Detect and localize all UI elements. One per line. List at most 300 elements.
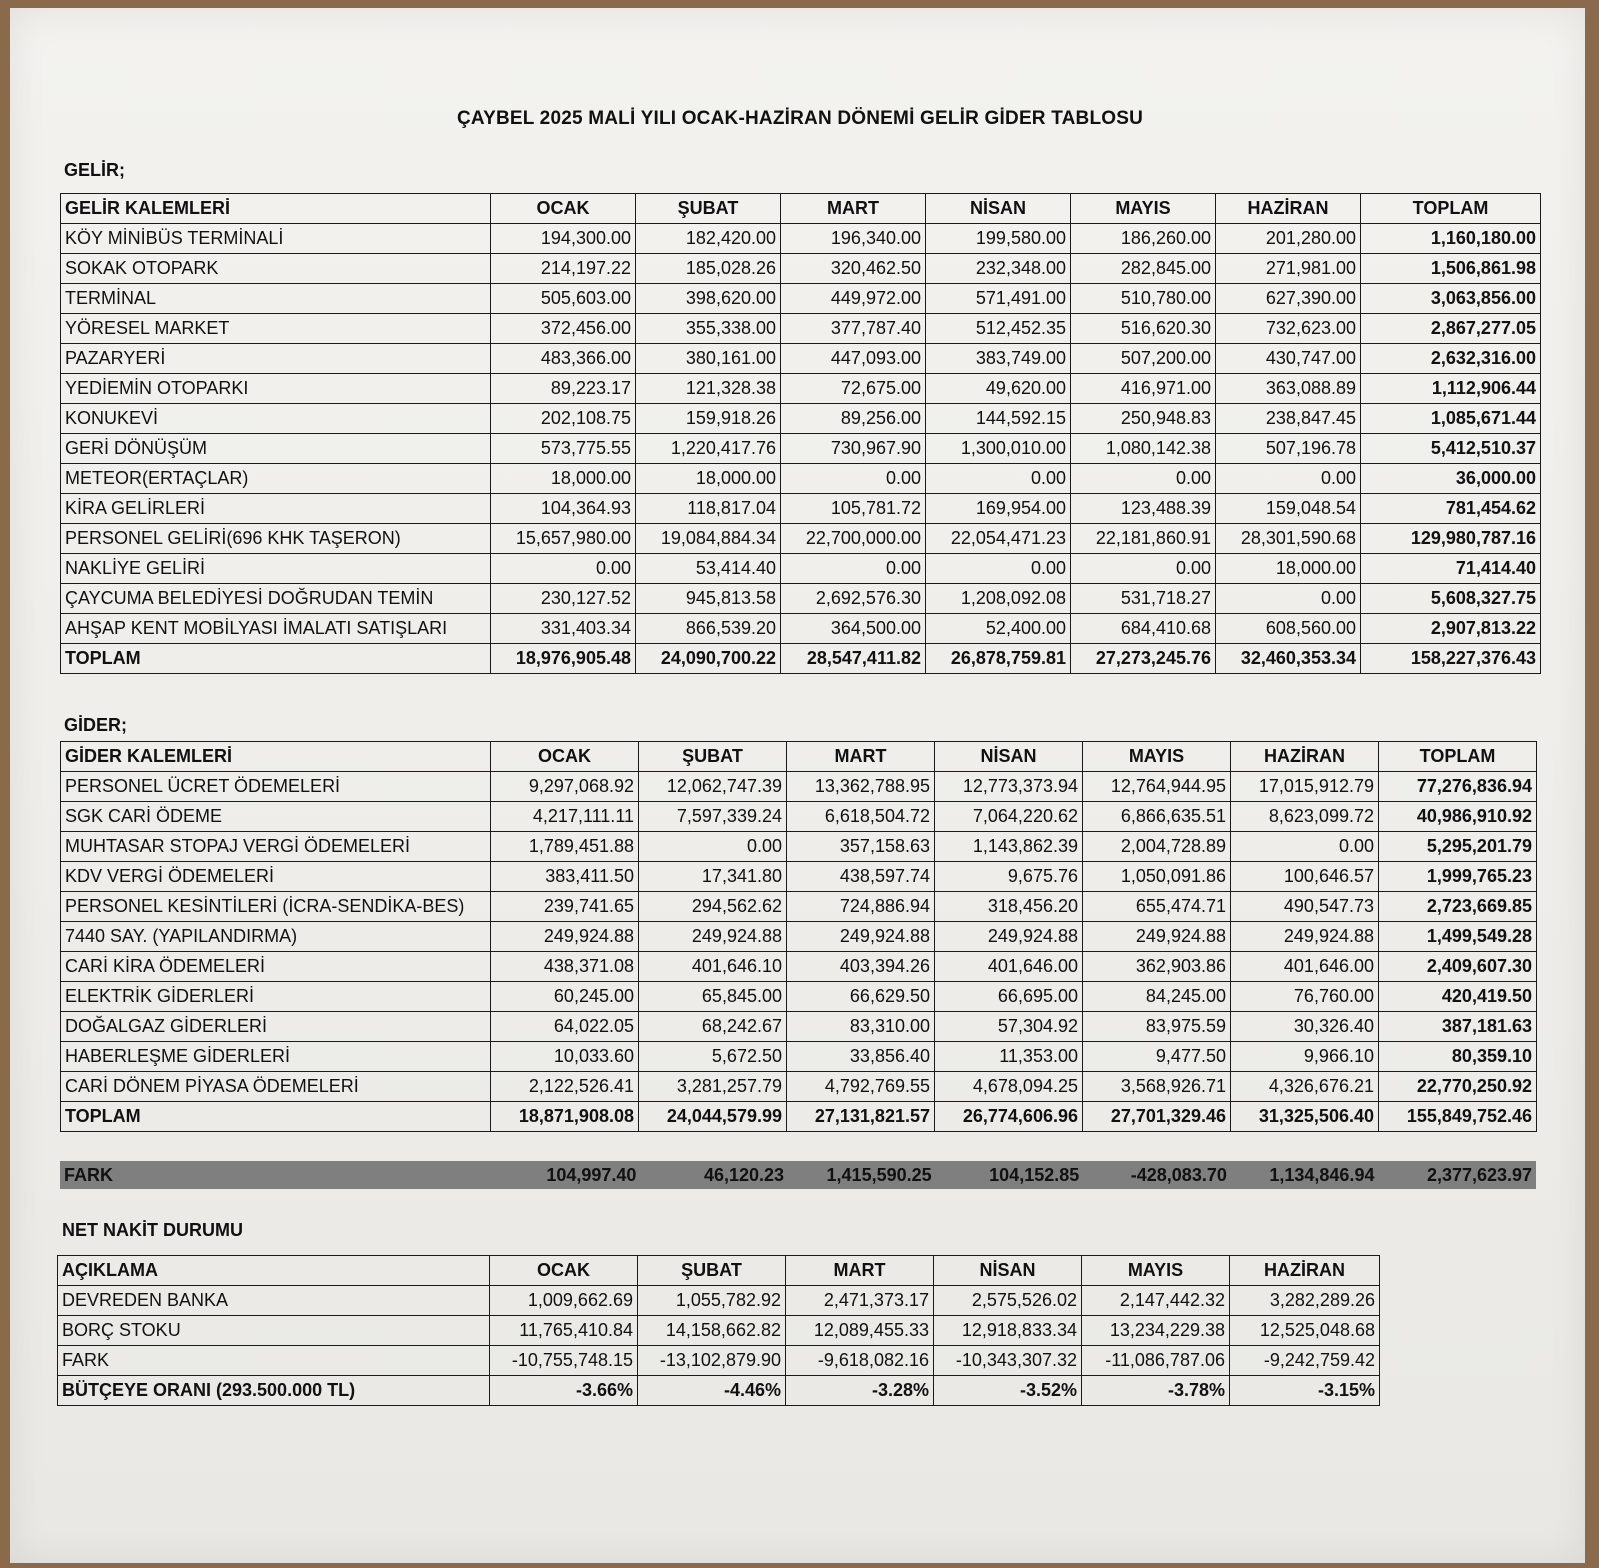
cell-value: 22,770,250.92: [1379, 1072, 1537, 1102]
cell-value: 9,675.76: [935, 862, 1083, 892]
cell-value: 1,160,180.00: [1361, 224, 1541, 254]
cell-value: 0.00: [1231, 832, 1379, 862]
cell-value: 1,789,451.88: [491, 832, 639, 862]
cell-value: 13,234,229.38: [1082, 1316, 1230, 1346]
cell-value: 483,366.00: [491, 344, 636, 374]
cell-value: 447,093.00: [781, 344, 926, 374]
cell-value: 3,281,257.79: [639, 1072, 787, 1102]
cell-value: -3.78%: [1082, 1376, 1230, 1406]
cell-value: 4,792,769.55: [787, 1072, 935, 1102]
expense-section-label: GİDER;: [64, 715, 127, 735]
cell-value: 430,747.00: [1216, 344, 1361, 374]
cell-value: 118,817.04: [636, 494, 781, 524]
table-row: [61, 892, 1537, 922]
cell-value: 1,999,765.23: [1379, 862, 1537, 892]
cell-value: 49,620.00: [926, 374, 1071, 404]
row-label: DEVREDEN BANKA: [58, 1286, 490, 1316]
table-row: [61, 772, 1537, 802]
cell-value: MAYIS: [1083, 742, 1231, 772]
cell-value: 18,000.00: [1216, 554, 1361, 584]
cell-value: -3.52%: [934, 1376, 1082, 1406]
cell-value: 64,022.05: [491, 1012, 639, 1042]
cell-value: 4,326,676.21: [1231, 1072, 1379, 1102]
table-row: [61, 524, 1541, 554]
cell-value: 364,500.00: [781, 614, 926, 644]
cell-value: 2,907,813.22: [1361, 614, 1541, 644]
cell-value: 363,088.89: [1216, 374, 1361, 404]
cell-value: ŞUBAT: [636, 194, 781, 224]
cell-value: 144,592.15: [926, 404, 1071, 434]
cell-value: 201,280.00: [1216, 224, 1361, 254]
cell-value: 724,886.94: [787, 892, 935, 922]
cell-value: 66,695.00: [935, 982, 1083, 1012]
cell-value: 416,971.00: [1071, 374, 1216, 404]
cell-value: 282,845.00: [1071, 254, 1216, 284]
cell-value: 627,390.00: [1216, 284, 1361, 314]
difference-label: FARK: [64, 1164, 113, 1185]
cell-value: 249,924.88: [787, 922, 935, 952]
cell-value: 12,918,833.34: [934, 1316, 1082, 1346]
cell-value: 2,409,607.30: [1379, 952, 1537, 982]
table-row: [61, 434, 1541, 464]
cell-value: 18,976,905.48: [491, 644, 636, 674]
row-label: KÖY MİNİBÜS TERMİNALİ: [61, 224, 491, 254]
cell-value: 2,692,576.30: [781, 584, 926, 614]
cell-value: 71,414.40: [1361, 554, 1541, 584]
table-row: [61, 344, 1541, 374]
cell-value: NİSAN: [934, 1256, 1082, 1286]
table-row: [61, 802, 1537, 832]
cell-value: 32,460,353.34: [1216, 644, 1361, 674]
cell-value: -3.15%: [1230, 1376, 1380, 1406]
row-label: GİDER KALEMLERİ: [61, 742, 491, 772]
row-label: BÜTÇEYE ORANI (293.500.000 TL): [58, 1376, 490, 1406]
cell-value: 0.00: [1216, 584, 1361, 614]
cell-value: 2,004,728.89: [1083, 832, 1231, 862]
row-label: YÖRESEL MARKET: [61, 314, 491, 344]
cell-value: -3.66%: [490, 1376, 638, 1406]
table-row: [58, 1316, 1380, 1346]
cell-value: 271,981.00: [1216, 254, 1361, 284]
difference-value: 1,134,846.94: [1269, 1164, 1375, 1185]
cell-value: 5,412,510.37: [1361, 434, 1541, 464]
row-label: PAZARYERİ: [61, 344, 491, 374]
cell-value: 232,348.00: [926, 254, 1071, 284]
cell-value: 202,108.75: [491, 404, 636, 434]
cell-value: 249,924.88: [639, 922, 787, 952]
cell-value: 12,089,455.33: [786, 1316, 934, 1346]
cell-value: 377,787.40: [781, 314, 926, 344]
cell-value: 129,980,787.16: [1361, 524, 1541, 554]
cell-value: 0.00: [639, 832, 787, 862]
cell-value: NİSAN: [926, 194, 1071, 224]
cell-value: 18,000.00: [636, 464, 781, 494]
cell-value: -9,242,759.42: [1230, 1346, 1380, 1376]
cell-value: 18,000.00: [491, 464, 636, 494]
cell-value: 12,764,944.95: [1083, 772, 1231, 802]
cell-value: 7,597,339.24: [639, 802, 787, 832]
cell-value: 53,414.40: [636, 554, 781, 584]
cell-value: 4,678,094.25: [935, 1072, 1083, 1102]
difference-value: 104,152.85: [989, 1164, 1080, 1185]
cell-value: 36,000.00: [1361, 464, 1541, 494]
cell-value: 294,562.62: [639, 892, 787, 922]
table-row: [61, 862, 1537, 892]
cell-value: 1,208,092.08: [926, 584, 1071, 614]
table-row: [61, 464, 1541, 494]
cell-value: 331,403.34: [491, 614, 636, 644]
cell-value: -13,102,879.90: [638, 1346, 786, 1376]
cell-value: 68,242.67: [639, 1012, 787, 1042]
cell-value: 4,217,111.11: [491, 802, 639, 832]
row-label: GERİ DÖNÜŞÜM: [61, 434, 491, 464]
cell-value: 3,568,926.71: [1083, 1072, 1231, 1102]
cell-value: 3,063,856.00: [1361, 284, 1541, 314]
row-label: FARK: [58, 1346, 490, 1376]
table-row: [61, 982, 1537, 1012]
cell-value: 507,200.00: [1071, 344, 1216, 374]
row-label: NAKLİYE GELİRİ: [61, 554, 491, 584]
cell-value: 2,471,373.17: [786, 1286, 934, 1316]
cell-value: 398,620.00: [636, 284, 781, 314]
cell-value: 3,282,289.26: [1230, 1286, 1380, 1316]
cell-value: 18,871,908.08: [491, 1102, 639, 1132]
cell-value: 121,328.38: [636, 374, 781, 404]
row-label: TOPLAM: [61, 644, 491, 674]
cell-value: 0.00: [1071, 554, 1216, 584]
cell-value: 158,227,376.43: [1361, 644, 1541, 674]
difference-value: -428,083.70: [1130, 1164, 1227, 1185]
cell-value: 239,741.65: [491, 892, 639, 922]
cell-value: 2,867,277.05: [1361, 314, 1541, 344]
cell-value: 0.00: [781, 464, 926, 494]
cell-value: 76,760.00: [1231, 982, 1379, 1012]
cell-value: 28,301,590.68: [1216, 524, 1361, 554]
table-row: [61, 404, 1541, 434]
cell-value: 403,394.26: [787, 952, 935, 982]
cell-value: 507,196.78: [1216, 434, 1361, 464]
cell-value: 199,580.00: [926, 224, 1071, 254]
row-label: MUHTASAR STOPAJ VERGİ ÖDEMELERİ: [61, 832, 491, 862]
cell-value: 945,813.58: [636, 584, 781, 614]
cell-value: MART: [781, 194, 926, 224]
cell-value: 194,300.00: [491, 224, 636, 254]
row-label: CARİ DÖNEM PİYASA ÖDEMELERİ: [61, 1072, 491, 1102]
cell-value: 0.00: [491, 554, 636, 584]
cell-value: 1,220,417.76: [636, 434, 781, 464]
cell-value: 12,773,373.94: [935, 772, 1083, 802]
cell-value: 19,084,884.34: [636, 524, 781, 554]
row-label: METEOR(ERTAÇLAR): [61, 464, 491, 494]
row-label: GELİR KALEMLERİ: [61, 194, 491, 224]
cell-value: 123,488.39: [1071, 494, 1216, 524]
cell-value: ŞUBAT: [639, 742, 787, 772]
cell-value: 17,015,912.79: [1231, 772, 1379, 802]
cell-value: -9,618,082.16: [786, 1346, 934, 1376]
row-label: 7440 SAY. (YAPILANDIRMA): [61, 922, 491, 952]
document-title: ÇAYBEL 2025 MALİ YILI OCAK-HAZİRAN DÖNEMİ GELİR GİDER TABLOSU: [456, 108, 1144, 129]
table-row: [61, 554, 1541, 584]
row-label: CARİ KİRA ÖDEMELERİ: [61, 952, 491, 982]
cell-value: 22,181,860.91: [1071, 524, 1216, 554]
cell-value: MART: [786, 1256, 934, 1286]
cell-value: -10,343,307.32: [934, 1346, 1082, 1376]
cell-value: 387,181.63: [1379, 1012, 1537, 1042]
cell-value: 732,623.00: [1216, 314, 1361, 344]
row-label: ÇAYCUMA BELEDİYESİ DOĞRUDAN TEMİN: [61, 584, 491, 614]
cell-value: HAZİRAN: [1230, 1256, 1380, 1286]
row-label: ELEKTRİK GİDERLERİ: [61, 982, 491, 1012]
cell-value: 33,856.40: [787, 1042, 935, 1072]
cell-value: 1,009,662.69: [490, 1286, 638, 1316]
cell-value: 27,701,329.46: [1083, 1102, 1231, 1132]
row-label: TOPLAM: [61, 1102, 491, 1132]
cell-value: 2,147,442.32: [1082, 1286, 1230, 1316]
row-label: SGK CARİ ÖDEME: [61, 802, 491, 832]
row-label: PERSONEL KESİNTİLERİ (İCRA-SENDİKA-BES): [61, 892, 491, 922]
cell-value: 355,338.00: [636, 314, 781, 344]
table-row: [58, 1286, 1380, 1316]
cell-value: 372,456.00: [491, 314, 636, 344]
cell-value: 516,620.30: [1071, 314, 1216, 344]
table-header-row: [61, 194, 1541, 224]
cell-value: 1,506,861.98: [1361, 254, 1541, 284]
cell-value: 1,499,549.28: [1379, 922, 1537, 952]
table-row: [61, 922, 1537, 952]
table-row: [61, 614, 1541, 644]
cell-value: 781,454.62: [1361, 494, 1541, 524]
row-label: BORÇ STOKU: [58, 1316, 490, 1346]
cell-value: -3.28%: [786, 1376, 934, 1406]
cell-value: TOPLAM: [1379, 742, 1537, 772]
cell-value: 66,629.50: [787, 982, 935, 1012]
cell-value: 6,618,504.72: [787, 802, 935, 832]
row-label: YEDİEMİN OTOPARKI: [61, 374, 491, 404]
table-header-row: [58, 1256, 1380, 1286]
difference-row: [60, 1161, 1536, 1189]
cell-value: 249,924.88: [491, 922, 639, 952]
cell-value: 7,064,220.62: [935, 802, 1083, 832]
cell-value: 318,456.20: [935, 892, 1083, 922]
cell-value: 89,256.00: [781, 404, 926, 434]
cell-value: 22,700,000.00: [781, 524, 926, 554]
cell-value: -11,086,787.06: [1082, 1346, 1230, 1376]
table-row: [61, 284, 1541, 314]
cell-value: 26,878,759.81: [926, 644, 1071, 674]
cell-value: MART: [787, 742, 935, 772]
cell-value: 5,608,327.75: [1361, 584, 1541, 614]
cell-value: 5,295,201.79: [1379, 832, 1537, 862]
cell-value: 866,539.20: [636, 614, 781, 644]
cell-value: 401,646.00: [1231, 952, 1379, 982]
cell-value: 31,325,506.40: [1231, 1102, 1379, 1132]
table-row: [61, 314, 1541, 344]
cell-value: 214,197.22: [491, 254, 636, 284]
cell-value: 11,765,410.84: [490, 1316, 638, 1346]
cell-value: 684,410.68: [1071, 614, 1216, 644]
cell-value: 1,055,782.92: [638, 1286, 786, 1316]
cell-value: 420,419.50: [1379, 982, 1537, 1012]
cell-value: 383,749.00: [926, 344, 1071, 374]
cell-value: 490,547.73: [1231, 892, 1379, 922]
cell-value: 40,986,910.92: [1379, 802, 1537, 832]
cell-value: 438,371.08: [491, 952, 639, 982]
table-row: [61, 1042, 1537, 1072]
cell-value: 510,780.00: [1071, 284, 1216, 314]
cell-value: 100,646.57: [1231, 862, 1379, 892]
cell-value: 512,452.35: [926, 314, 1071, 344]
budget-ratio-row: [58, 1376, 1380, 1406]
cell-value: NİSAN: [935, 742, 1083, 772]
cell-value: 80,359.10: [1379, 1042, 1537, 1072]
cell-value: 608,560.00: [1216, 614, 1361, 644]
cell-value: 83,310.00: [787, 1012, 935, 1042]
cell-value: 65,845.00: [639, 982, 787, 1012]
table-row: [61, 832, 1537, 862]
cell-value: OCAK: [491, 194, 636, 224]
cell-value: 249,924.88: [1231, 922, 1379, 952]
expense-table: [60, 741, 1537, 1132]
cell-value: HAZİRAN: [1231, 742, 1379, 772]
cell-value: 531,718.27: [1071, 584, 1216, 614]
cell-value: 730,967.90: [781, 434, 926, 464]
cell-value: 2,723,669.85: [1379, 892, 1537, 922]
cell-value: 0.00: [1071, 464, 1216, 494]
cell-value: 249,924.88: [935, 922, 1083, 952]
cell-value: 230,127.52: [491, 584, 636, 614]
row-label: AHŞAP KENT MOBİLYASI İMALATI SATIŞLARI: [61, 614, 491, 644]
table-row: [61, 952, 1537, 982]
difference-value: 1,415,590.25: [826, 1164, 932, 1185]
table-row: [61, 254, 1541, 284]
cell-value: ŞUBAT: [638, 1256, 786, 1286]
cell-value: 2,575,526.02: [934, 1286, 1082, 1316]
cell-value: 571,491.00: [926, 284, 1071, 314]
cell-value: 249,924.88: [1083, 922, 1231, 952]
row-label: PERSONEL ÜCRET ÖDEMELERİ: [61, 772, 491, 802]
row-label: DOĞALGAZ GİDERLERİ: [61, 1012, 491, 1042]
cell-value: 11,353.00: [935, 1042, 1083, 1072]
row-label: AÇIKLAMA: [58, 1256, 490, 1286]
cell-value: 505,603.00: [491, 284, 636, 314]
cell-value: OCAK: [490, 1256, 638, 1286]
cell-value: 401,646.10: [639, 952, 787, 982]
cell-value: 159,048.54: [1216, 494, 1361, 524]
cell-value: 12,062,747.39: [639, 772, 787, 802]
table-row: [61, 224, 1541, 254]
table-header-row: [61, 742, 1537, 772]
cell-value: 72,675.00: [781, 374, 926, 404]
cell-value: 182,420.00: [636, 224, 781, 254]
cell-value: OCAK: [491, 742, 639, 772]
cell-value: 8,623,099.72: [1231, 802, 1379, 832]
cell-value: 320,462.50: [781, 254, 926, 284]
cell-value: 1,300,010.00: [926, 434, 1071, 464]
cell-value: 30,326.40: [1231, 1012, 1379, 1042]
cell-value: 196,340.00: [781, 224, 926, 254]
cell-value: -4.46%: [638, 1376, 786, 1406]
cell-value: 13,362,788.95: [787, 772, 935, 802]
cell-value: 14,158,662.82: [638, 1316, 786, 1346]
cell-value: 573,775.55: [491, 434, 636, 464]
difference-value: 46,120.23: [703, 1164, 785, 1185]
cell-value: 57,304.92: [935, 1012, 1083, 1042]
row-label: HABERLEŞME GİDERLERİ: [61, 1042, 491, 1072]
cell-value: TOPLAM: [1361, 194, 1541, 224]
table-row: [58, 1346, 1380, 1376]
cell-value: 17,341.80: [639, 862, 787, 892]
cell-value: 24,044,579.99: [639, 1102, 787, 1132]
cell-value: 0.00: [926, 464, 1071, 494]
cell-value: 26,774,606.96: [935, 1102, 1083, 1132]
total-row: [61, 644, 1541, 674]
cell-value: 24,090,700.22: [636, 644, 781, 674]
table-row: [61, 1012, 1537, 1042]
row-label: KDV VERGİ ÖDEMELERİ: [61, 862, 491, 892]
cell-value: 1,080,142.38: [1071, 434, 1216, 464]
table-row: [61, 374, 1541, 404]
cell-value: 0.00: [1216, 464, 1361, 494]
cell-value: 77,276,836.94: [1379, 772, 1537, 802]
cell-value: 238,847.45: [1216, 404, 1361, 434]
cell-value: 0.00: [781, 554, 926, 584]
cell-value: 27,273,245.76: [1071, 644, 1216, 674]
cell-value: 83,975.59: [1083, 1012, 1231, 1042]
cell-value: 185,028.26: [636, 254, 781, 284]
difference-value: 104,997.40: [546, 1164, 637, 1185]
cell-value: 84,245.00: [1083, 982, 1231, 1012]
cell-value: 438,597.74: [787, 862, 935, 892]
net-cash-section-label: NET NAKİT DURUMU: [62, 1220, 243, 1240]
cell-value: 5,672.50: [639, 1042, 787, 1072]
cell-value: 9,297,068.92: [491, 772, 639, 802]
income-table: [60, 193, 1541, 674]
cell-value: 0.00: [926, 554, 1071, 584]
cell-value: 6,866,635.51: [1083, 802, 1231, 832]
cell-value: 52,400.00: [926, 614, 1071, 644]
cell-value: 105,781.72: [781, 494, 926, 524]
cell-value: MAYIS: [1071, 194, 1216, 224]
cell-value: 9,966.10: [1231, 1042, 1379, 1072]
cell-value: 2,122,526.41: [491, 1072, 639, 1102]
cell-value: 380,161.00: [636, 344, 781, 374]
cell-value: 10,033.60: [491, 1042, 639, 1072]
net-cash-table: [57, 1255, 1380, 1406]
cell-value: 2,632,316.00: [1361, 344, 1541, 374]
cell-value: 362,903.86: [1083, 952, 1231, 982]
total-row: [61, 1102, 1537, 1132]
row-label: TERMİNAL: [61, 284, 491, 314]
cell-value: 155,849,752.46: [1379, 1102, 1537, 1132]
row-label: KONUKEVİ: [61, 404, 491, 434]
cell-value: 1,085,671.44: [1361, 404, 1541, 434]
cell-value: 169,954.00: [926, 494, 1071, 524]
row-label: SOKAK OTOPARK: [61, 254, 491, 284]
cell-value: HAZİRAN: [1216, 194, 1361, 224]
cell-value: 159,918.26: [636, 404, 781, 434]
cell-value: 357,158.63: [787, 832, 935, 862]
row-label: PERSONEL GELİRİ(696 KHK TAŞERON): [61, 524, 491, 554]
cell-value: 60,245.00: [491, 982, 639, 1012]
income-section-label: GELİR;: [64, 160, 125, 180]
difference-value: 2,377,623.97: [1426, 1164, 1533, 1185]
cell-value: 9,477.50: [1083, 1042, 1231, 1072]
cell-value: 12,525,048.68: [1230, 1316, 1380, 1346]
cell-value: 383,411.50: [491, 862, 639, 892]
cell-value: 250,948.83: [1071, 404, 1216, 434]
cell-value: 28,547,411.82: [781, 644, 926, 674]
cell-value: 27,131,821.57: [787, 1102, 935, 1132]
